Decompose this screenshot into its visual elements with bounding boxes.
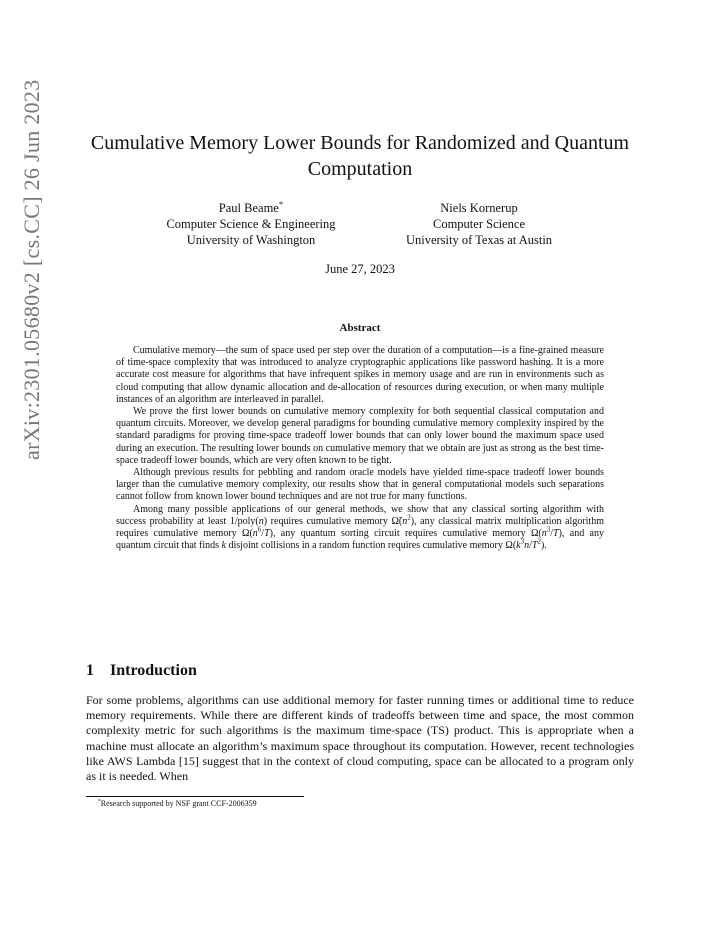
abstract-body (116, 345, 604, 552)
abstract-paragraph-3: Although previous results for pebbling and random oracle models have yielded time-space tradeoff lower bounds larger than the cumulative memory complexity, our results show that in general computational models such separations cannot follow from known lower bound techniques and are not true for many functions. (116, 467, 604, 503)
author-name: Niels Kornerup (440, 201, 518, 215)
author-university: University of Texas at Austin (405, 233, 553, 247)
footnote-text: Research supported by NSF grant CCF-2006359 (100, 799, 257, 808)
abstract-paragraph-2: We prove the first lower bounds on cumulative memory complexity for both sequential classical computation and quantum circuits. Moreover, we develop general paradigms for bounding cumulative memory complexity inspired by the standard paradigms for proving time-space tradeoff lower bounds that can only lower bound the maximum space used during an execution. The resulting lower bounds on cumulative memory that we obtain are just as strong as the best time-space tradeoff lower bounds, which are very often known to be tight. (116, 406, 604, 466)
author-name: Paul Beame (218, 201, 279, 215)
arxiv-identifier-stamp: arXiv:2301.05680v2 [cs.CC] 26 Jun 2023 (19, 79, 44, 460)
title-line-1: Cumulative Memory Lower Bounds for Randomized and Quantum (90, 132, 630, 154)
introduction-paragraph: For some problems, algorithms can use additional memory for faster running times or additional time to reduce memory requirements. While there are different kinds of tradeoffs between time and space, the most common complexity metric for such algorithms is the maximum time-space (TS) product. This is appropriate when a machine must allocate an algorithm’s maximum space throughout its computation. However, recent technologies like AWS Lambda [15] suggest that in the context of cloud computing, space can be allocated to a program only as it is needed. When (86, 693, 634, 784)
footnote-rule (86, 796, 304, 797)
section-heading-introduction (86, 662, 197, 680)
abstract-paragraph-1: Cumulative memory—the sum of space used per step over the duration of a computation—is a fine-grained measure of time-space complexity that was introduced to analyze cryptographic applications like password hashing. It is a more accurate cost measure for algorithms that have infrequent spikes in memory usage and are run in environments such as cloud computing that allow dynamic allocation and de-allocation of resources during execution, or when many multiple instances of an algorithm are interleaved in parallel. (116, 345, 604, 405)
footnote-mark: * (98, 798, 101, 805)
section-title: Introduction (110, 662, 197, 679)
author-department: Computer Science & Engineering (166, 217, 336, 231)
paper-date: June 27, 2023 (325, 262, 395, 276)
title-line-2: Computation (307, 158, 413, 180)
footnote (98, 799, 257, 808)
introduction-body (86, 693, 634, 784)
abstract-heading: Abstract (339, 322, 381, 334)
author-footnote-mark: * (278, 198, 284, 209)
paper-title (60, 130, 660, 182)
author-block-1 (140, 200, 362, 248)
author-block-2 (385, 200, 573, 248)
section-number: 1 (86, 662, 94, 679)
author-department: Computer Science (433, 217, 525, 231)
abstract-paragraph-4: Among many possible applications of our general methods, we show that any classical sorting algorithm with success probability at least 1/poly(n) requires cumulative memory $\Omegã(n^2)$, any classical matrix multiplication algorithm requires cumulative memory $\Omega(n^6/T)$, any quantum sorting circuit requires cumulative memory $\Omega(n^3/T)$, and any quantum circuit that finds k disjoint collisions in a random function requires cumulative memory $\Omega(k^3n/T^2)$. (116, 503, 604, 552)
author-university: University of Washington (186, 233, 316, 247)
